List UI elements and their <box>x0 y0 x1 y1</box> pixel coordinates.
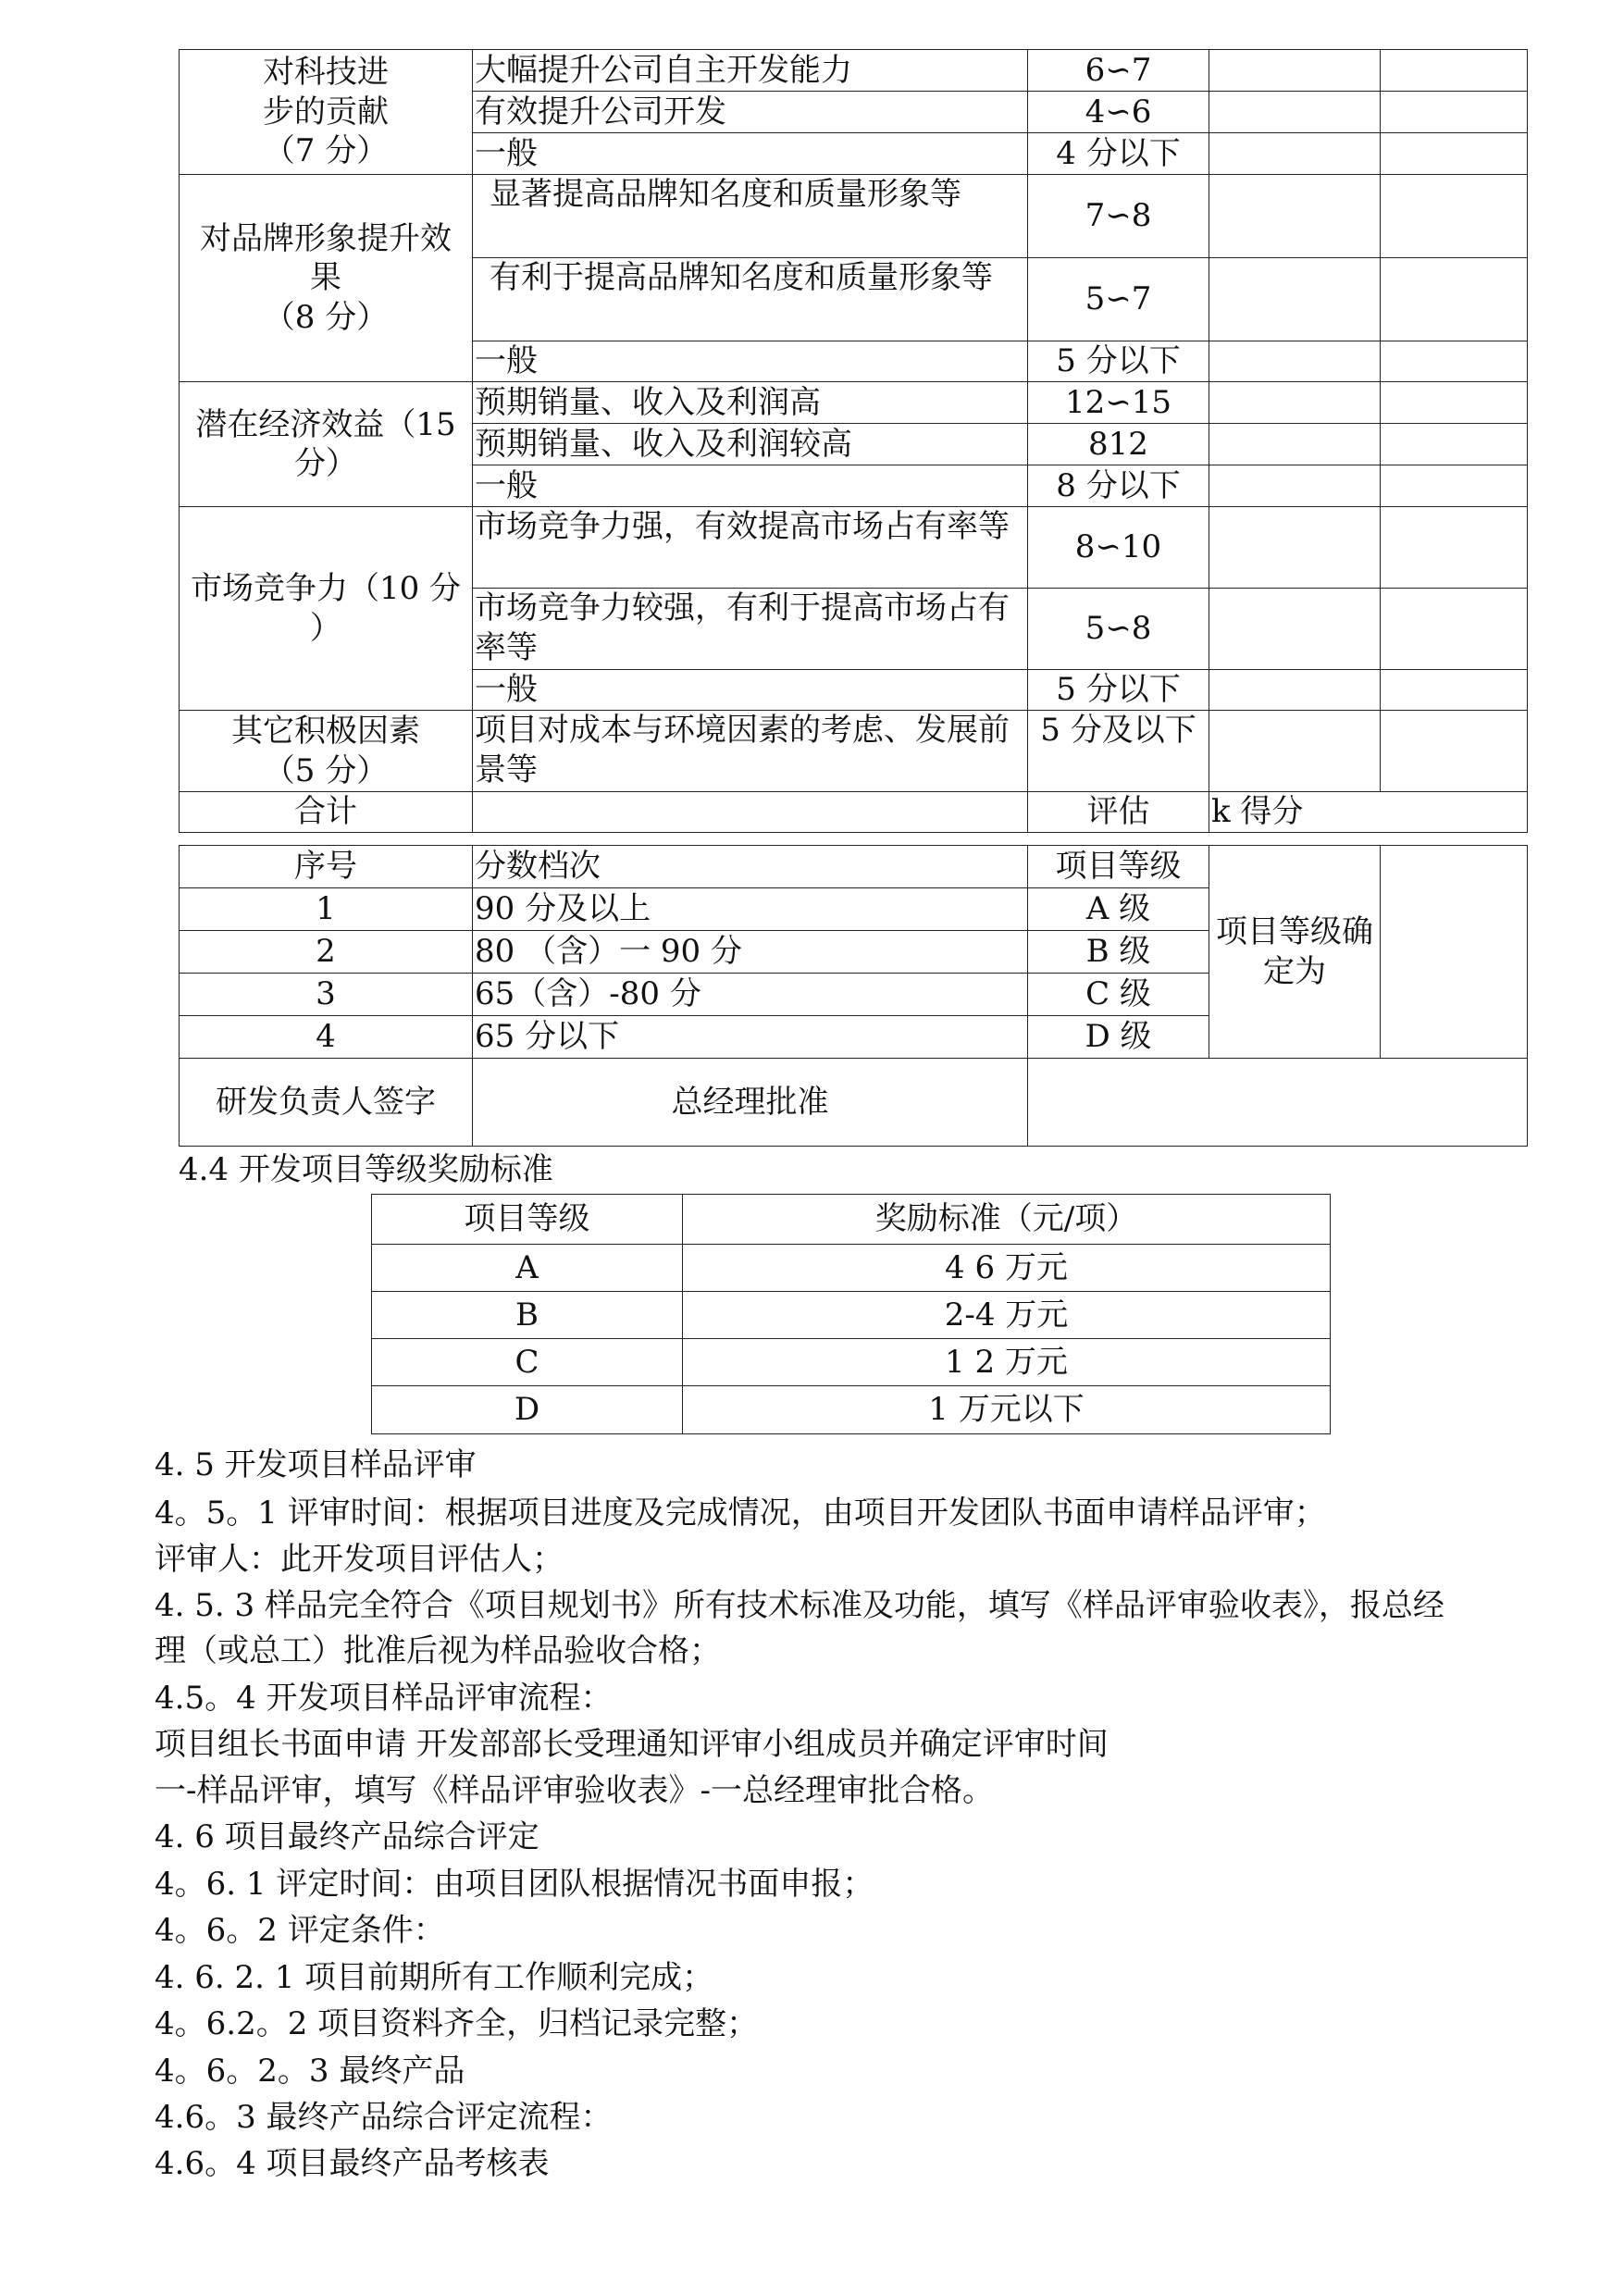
criteria-eval-cell <box>1209 589 1381 670</box>
paragraph: 4. 5 开发项目样品评审 <box>155 1446 477 1483</box>
reward-row-standard: 4 6 万元 <box>683 1245 1331 1292</box>
criteria-score-cell <box>1381 465 1528 507</box>
section-title: 4.4 开发项目等级奖励标准 <box>179 1151 553 1188</box>
criteria-item-score: 5∽7 <box>1028 258 1209 341</box>
reward-header-standard: 奖励标准（元/项） <box>683 1195 1331 1245</box>
criteria-eval-cell <box>1209 465 1381 507</box>
criteria-eval-cell <box>1209 341 1381 382</box>
criteria-category: 潜在经济效益（15 分） <box>180 382 473 507</box>
total-eval-label: 评估 <box>1028 792 1209 833</box>
reward-row-level: B <box>372 1292 683 1339</box>
grade-determine-label: 项目等级确 定为 <box>1209 846 1381 1059</box>
criteria-eval-cell <box>1209 670 1381 711</box>
paragraph: 4。6。2 评定条件： <box>155 1912 445 1949</box>
criteria-item-score: 5 分以下 <box>1028 341 1209 382</box>
grade-row-level: D 级 <box>1028 1016 1209 1059</box>
sign-label: 研发负责人签字 <box>180 1059 473 1147</box>
criteria-score-cell <box>1381 341 1528 382</box>
criteria-eval-cell <box>1209 92 1381 133</box>
grade-row-band: 65 分以下 <box>473 1016 1028 1059</box>
criteria-score-cell <box>1381 175 1528 258</box>
paragraph: 理（或总工）批准后视为样品验收合格； <box>155 1632 721 1669</box>
paragraph: 一-样品评审，填写《样品评审验收表》-一总经理审批合格。 <box>155 1772 994 1809</box>
reward-row-standard: 2-4 万元 <box>683 1292 1331 1339</box>
grade-row-band: 90 分及以上 <box>473 888 1028 931</box>
criteria-category: 市场竞争力（10 分 ） <box>180 507 473 711</box>
grade-header-no: 序号 <box>180 846 473 888</box>
criteria-item-desc: 市场竞争力强，有效提高市场占有率等 <box>473 507 1028 589</box>
grade-row-no: 1 <box>180 888 473 931</box>
criteria-table <box>179 49 1528 833</box>
approve-signature-cell <box>1028 1059 1528 1147</box>
grade-row-band: 80 （含）一 90 分 <box>473 931 1028 974</box>
grade-row-band: 65（含）-80 分 <box>473 974 1028 1016</box>
criteria-eval-cell <box>1209 382 1381 424</box>
criteria-score-cell <box>1381 670 1528 711</box>
criteria-score-cell <box>1381 424 1528 465</box>
criteria-item-desc: 预期销量、收入及利润高 <box>473 382 1028 424</box>
reward-row-standard: 1 万元以下 <box>683 1386 1331 1434</box>
grade-determine-value <box>1381 846 1528 1059</box>
criteria-category: 对品牌形象提升效 果 （8 分） <box>180 175 473 382</box>
criteria-score-cell <box>1381 50 1528 92</box>
total-desc-cell <box>473 792 1028 833</box>
reward-row-standard: 1 2 万元 <box>683 1339 1331 1386</box>
criteria-item-score: 7∽8 <box>1028 175 1209 258</box>
grade-header-band: 分数档次 <box>473 846 1028 888</box>
total-label: 合计 <box>180 792 473 833</box>
criteria-item-score: 5 分及以下 <box>1028 711 1209 792</box>
total-score-label: k 得分 <box>1209 792 1528 833</box>
grade-table <box>179 845 1528 1147</box>
reward-row-level: A <box>372 1245 683 1292</box>
criteria-item-desc: 有效提升公司开发 <box>473 92 1028 133</box>
criteria-item-desc: 有利于提高品牌知名度和质量形象等 <box>473 258 1028 341</box>
criteria-item-score: 12∽15 <box>1028 382 1209 424</box>
criteria-eval-cell <box>1209 175 1381 258</box>
paragraph: 4.5。4 开发项目样品评审流程： <box>155 1680 613 1717</box>
criteria-score-cell <box>1381 92 1528 133</box>
paragraph: 4. 6. 2. 1 项目前期所有工作顺利完成； <box>155 1959 714 1996</box>
criteria-item-score: 5 分以下 <box>1028 670 1209 711</box>
criteria-item-desc: 一般 <box>473 670 1028 711</box>
grade-row-level: B 级 <box>1028 931 1209 974</box>
criteria-item-desc: 市场竞争力较强，有利于提高市场占有率等 <box>473 589 1028 670</box>
criteria-item-desc: 大幅提升公司自主开发能力 <box>473 50 1028 92</box>
criteria-eval-cell <box>1209 507 1381 589</box>
criteria-item-score: 5∽8 <box>1028 589 1209 670</box>
criteria-eval-cell <box>1209 50 1381 92</box>
paragraph: 4。5。1 评审时间：根据项目进度及完成情况，由项目开发团队书面申请样品评审； <box>155 1495 1326 1532</box>
criteria-item-score: 6∽7 <box>1028 50 1209 92</box>
criteria-item-desc: 一般 <box>473 465 1028 507</box>
criteria-item-score: 4 分以下 <box>1028 133 1209 175</box>
reward-header-level: 项目等级 <box>372 1195 683 1245</box>
criteria-category: 其它积极因素 （5 分） <box>180 711 473 792</box>
reward-row-level: C <box>372 1339 683 1386</box>
criteria-score-cell <box>1381 507 1528 589</box>
criteria-eval-cell <box>1209 711 1381 792</box>
approve-label: 总经理批准 <box>473 1059 1028 1147</box>
criteria-item-desc: 项目对成本与环境因素的考虑、发展前景等 <box>473 711 1028 792</box>
paragraph: 4. 5. 3 样品完全符合《项目规划书》所有技术标准及功能，填写《样品评审验收表》，报总经 <box>155 1587 1444 1624</box>
paragraph: 4.6。3 最终产品综合评定流程： <box>155 2099 613 2136</box>
paragraph: 4。6。2。3 最终产品 <box>155 2053 465 2090</box>
criteria-eval-cell <box>1209 258 1381 341</box>
grade-row-level: A 级 <box>1028 888 1209 931</box>
criteria-score-cell <box>1381 258 1528 341</box>
criteria-item-desc: 显著提高品牌知名度和质量形象等 <box>473 175 1028 258</box>
paragraph: 项目组长书面申请 开发部部长受理通知评审小组成员并确定评审时间 <box>155 1726 1109 1763</box>
paragraph: 4.6。4 项目最终产品考核表 <box>155 2145 550 2182</box>
criteria-eval-cell <box>1209 424 1381 465</box>
reward-table <box>371 1194 1331 1434</box>
criteria-eval-cell <box>1209 133 1381 175</box>
criteria-item-score: 8 分以下 <box>1028 465 1209 507</box>
criteria-category: 对科技进 步的贡献 （7 分） <box>180 50 473 175</box>
criteria-item-desc: 预期销量、收入及利润较高 <box>473 424 1028 465</box>
paragraph: 4. 6 项目最终产品综合评定 <box>155 1818 539 1855</box>
paragraph: 评审人：此开发项目评估人； <box>155 1541 564 1578</box>
criteria-item-desc: 一般 <box>473 133 1028 175</box>
criteria-score-cell <box>1381 711 1528 792</box>
grade-row-no: 4 <box>180 1016 473 1059</box>
grade-row-no: 3 <box>180 974 473 1016</box>
criteria-item-score: 812 <box>1028 424 1209 465</box>
criteria-item-desc: 一般 <box>473 341 1028 382</box>
criteria-score-cell <box>1381 133 1528 175</box>
paragraph: 4。6. 1 评定时间：由项目团队根据情况书面申报； <box>155 1866 874 1903</box>
criteria-item-score: 8∽10 <box>1028 507 1209 589</box>
grade-row-level: C 级 <box>1028 974 1209 1016</box>
paragraph: 4。6.2。2 项目资料齐全，归档记录完整； <box>155 2005 759 2042</box>
reward-row-level: D <box>372 1386 683 1434</box>
criteria-item-score: 4∽6 <box>1028 92 1209 133</box>
grade-row-no: 2 <box>180 931 473 974</box>
grade-header-level: 项目等级 <box>1028 846 1209 888</box>
criteria-score-cell <box>1381 382 1528 424</box>
criteria-score-cell <box>1381 589 1528 670</box>
